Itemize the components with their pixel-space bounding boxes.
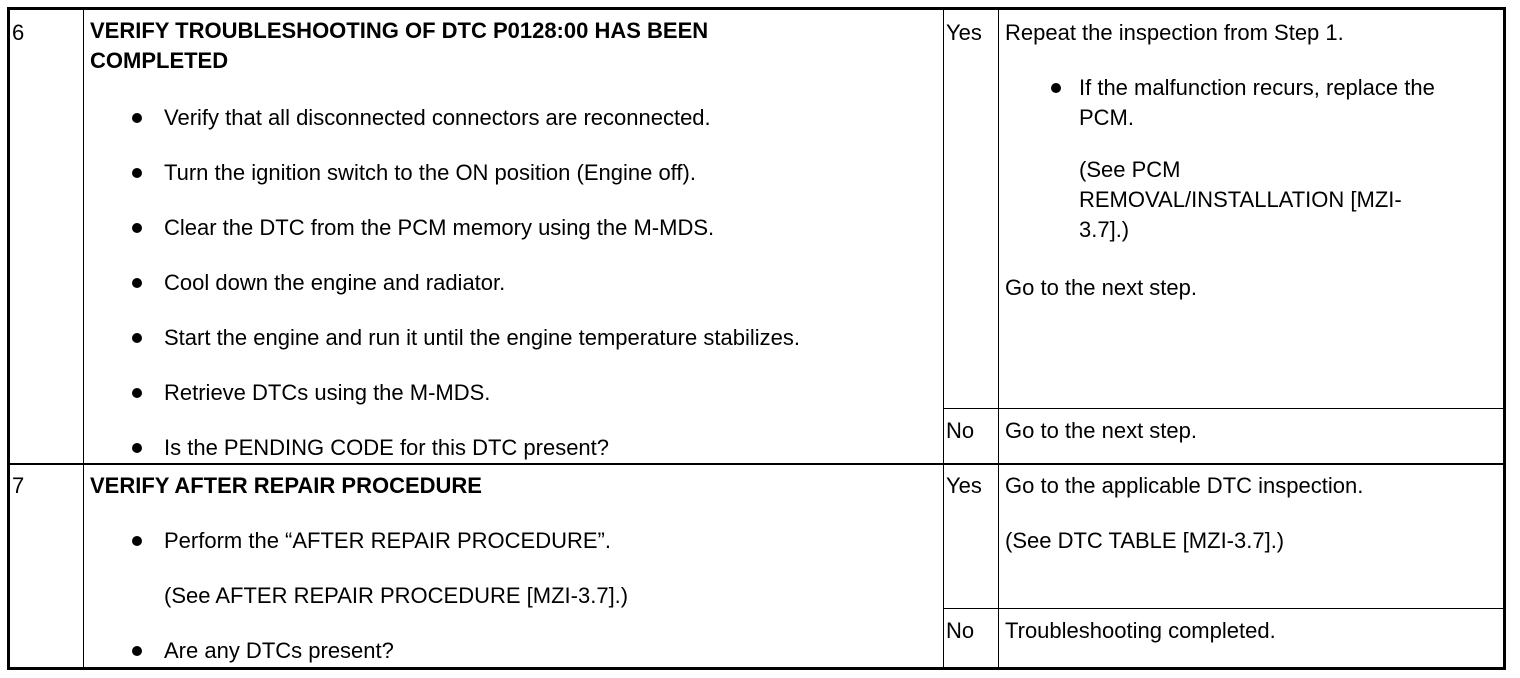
step-7-row xyxy=(10,465,1503,670)
yes-label-cell xyxy=(944,10,999,408)
bullet-icon xyxy=(132,113,142,123)
action-cell xyxy=(84,465,944,670)
no-result-cell xyxy=(999,409,1503,463)
result-text: Repeat the inspection from Step 1. xyxy=(1005,20,1344,45)
bullet-icon xyxy=(132,333,142,343)
bullet-icon xyxy=(132,388,142,398)
action-cell xyxy=(84,10,944,463)
yes-label-cell xyxy=(944,465,999,608)
result-sub-item: If the malfunction recurs, replace the PCM. xyxy=(1079,75,1435,130)
action-question: Are any DTCs present? xyxy=(164,638,394,663)
yes-label: Yes xyxy=(946,473,982,498)
bullet-icon xyxy=(132,168,142,178)
action-item: Retrieve DTCs using the M-MDS. xyxy=(164,380,491,405)
result-reference: (See DTC TABLE [MZI-3.7].) xyxy=(1005,528,1285,553)
bullet-icon xyxy=(132,278,142,288)
bullet-icon xyxy=(132,223,142,233)
step-6-row xyxy=(10,10,1503,465)
no-result-cell xyxy=(999,609,1503,670)
no-label-cell xyxy=(944,409,999,463)
step-heading: VERIFY AFTER REPAIR PROCEDURE xyxy=(90,473,482,498)
step-number-cell xyxy=(10,10,84,463)
action-item: Clear the DTC from the PCM memory using the M-MDS. xyxy=(164,215,715,240)
yes-label: Yes xyxy=(946,20,982,45)
step-number: 7 xyxy=(12,473,25,498)
result-reference: (See PCM REMOVAL/INSTALLATION [MZI-3.7].) xyxy=(1079,157,1402,242)
step-number: 6 xyxy=(12,20,25,45)
action-reference: (See AFTER REPAIR PROCEDURE [MZI-3.7].) xyxy=(164,583,629,608)
action-question: Is the PENDING CODE for this DTC present? xyxy=(164,435,610,460)
no-label-cell xyxy=(944,609,999,670)
result-text: Go to the next step. xyxy=(1005,418,1198,443)
action-item: Cool down the engine and radiator. xyxy=(164,270,506,295)
action-item: Verify that all disconnected connectors are reconnected. xyxy=(164,105,711,130)
step-heading: VERIFY TROUBLESHOOTING OF DTC P0128:00 HAS BEEN COMPLETED xyxy=(90,18,709,73)
bullet-icon xyxy=(1051,83,1061,93)
result-text: Go to the next step. xyxy=(1005,275,1198,300)
bullet-icon xyxy=(132,536,142,546)
result-text: Troubleshooting completed. xyxy=(1005,618,1276,643)
bullet-icon xyxy=(132,443,142,453)
yes-result-cell xyxy=(999,10,1503,408)
troubleshooting-table xyxy=(7,7,1506,670)
action-item: Perform the “AFTER REPAIR PROCEDURE”. xyxy=(164,528,611,553)
result-text: Go to the applicable DTC inspection. xyxy=(1005,473,1364,498)
no-label: No xyxy=(946,618,975,643)
yes-result-cell xyxy=(999,465,1503,608)
action-item: Turn the ignition switch to the ON position (Engine off). xyxy=(164,160,696,185)
bullet-icon xyxy=(132,646,142,656)
step-number-cell xyxy=(10,465,84,670)
action-item: Start the engine and run it until the engine temperature stabilizes. xyxy=(164,325,800,350)
no-label: No xyxy=(946,418,975,443)
